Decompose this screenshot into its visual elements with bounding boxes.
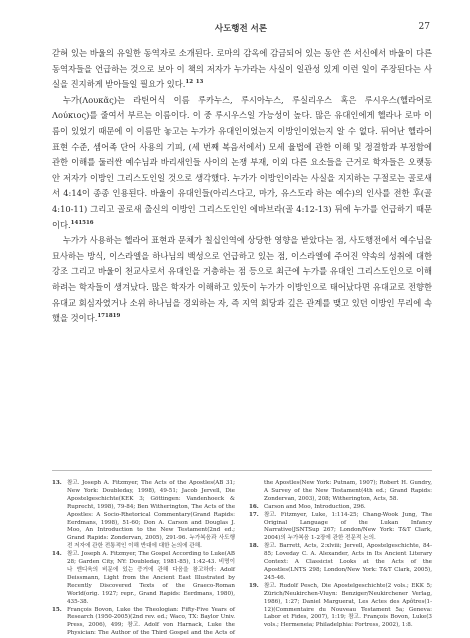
- footnote-18: [249, 543, 432, 583]
- footnote-ref-16[interactable]: 16: [85, 219, 94, 226]
- body-text: [52, 46, 432, 327]
- paragraph-3: [52, 233, 432, 327]
- footnote-17: [249, 512, 432, 544]
- footnote-ref-14[interactable]: 14: [70, 219, 79, 226]
- paragraph-2: [52, 93, 432, 233]
- footnotes: [52, 480, 432, 638]
- footnote-number: 19.: [249, 582, 259, 589]
- paragraph-1: [52, 46, 432, 93]
- footnote-19: [249, 583, 432, 630]
- page-number: 27: [418, 22, 430, 32]
- footnote-text: François Bovon, Luke the Theologian: Fifty-Five Years of Research (1950-2005)(2nd rev. ed.; Waco, TX: Baylor Univ. Press, 2006), 499; 참고. Adolf von Harnack, Luke the Physician: The Author of the Third Gospel and the Acts of the Apostles(New York: Putnam, 1907); Robert H. Gundry, A Survey of the New Testament(4th ed.; Grand Rapids: Zondervan, 2003), 208; Witherington, Acts, 58.: [67, 480, 432, 637]
- footnote-number: 13.: [52, 480, 62, 486]
- footnote-text: 참고. Joseph A. Fitzmyer, The Gospel According to Luke(AB 28; Garden City, NY: Doubleday, 1981-85), 1:42-43. 비명이나 엔디욱의 비문에 있는 증거에 관해 다음을 참고하라: Adolf Deissmann, Light from the Ancient East Illustrated by Recently Discovered Texts of the Graeco-Roman World(orig. 1927; repr., Grand Rapids: Eerdmans, 1980), 435-38.: [67, 551, 235, 605]
- footnote-number: 17.: [249, 511, 259, 518]
- footnote-ref-15[interactable]: 15: [78, 219, 86, 226]
- paragraph-text: 갇혀 있는 바울의 유일한 동역자로 소개된다. 로마의 감옥에 감금되어 있는 동안 쓴 서신에서 바울이 다른 동역자들을 언급하는 것으로 보아 이 책의 저자가 누가라는 사실이 일관성 있게 이런 일이 주장된다는 사실을 진지하게 받아들일 필요가 있다.: [52, 48, 432, 90]
- footnote-ref-17[interactable]: 17: [97, 313, 106, 320]
- footnote-number: 15.: [52, 606, 62, 613]
- footnote-number: 18.: [249, 543, 259, 550]
- footnote-number: 16.: [249, 503, 259, 510]
- running-head-title: 사도행전 서론: [214, 24, 268, 34]
- footnote-text: Carson and Moo, Introduction, 296.: [264, 503, 366, 510]
- footnote-divider: [52, 470, 432, 471]
- footnote-ref-19[interactable]: 19: [112, 313, 121, 320]
- paragraph-text: 누가(Λουκᾶς)는 라틴어식 이름 루카누스, 루시아누스, 루실리우스 혹은 루시우스(헬라어로 Λούκιος)를 줄여서 부르는 이름이다. 이 중 루시우스일 가능성이 높다. 많은 유대인에게 헬라나 로마 이름이 있었기 때문에 이 이름만 놓고는 누가가 유대인이었는지 이방인이었는지 알 수 없다. 뒤어난 헬라어 표현 수준, 셈어족 단어 사용의 기피, (세 번째 복음서에서) 모세 율법에 관한 이해 및 정결함과 부정함에 관한 이해를 둘러싼 예수님과 바리새인들 사이의 논쟁 부재, 이외 다른 요소들을 근거로 학자들은 오랫동안 저자가 이방인 그리스도인일 것으로 생각했다. 누가가 이방인이라는 사실을 지지하는 구절로는 골로새서 4:14이 종종 인용된다. 바울이 유대인들(아리스다고, 마가, 유스도라 하는 예수)의 인사를 전한 후(골 4:10-11) 그리고 골로새 출신의 이방인 그리스도인인 에바브라(골 4:12-13) 뒤에 누가를 언급하기 때문이다.: [52, 94, 432, 230]
- footnote-14: [52, 551, 235, 606]
- footnote-16: [249, 504, 432, 512]
- footnote-ref-13[interactable]: 13: [195, 79, 204, 86]
- paragraph-text: 누가가 사용하는 헬라어 표현과 문체가 칠십인역에 상당한 영향을 받았다는 점, 사도행전에서 예수님을 묘사하는 방식, 이스라엘을 하나님의 백성으로 언급하고 있는 점, 이스라엘에 주어진 약속의 성취에 대한 강조 그리고 바울이 천교사로서 유대인을 거층하는 점 등으로 최근에 누가를 유대인 그리스도인으로 이해하려는 학자들이 생겨났다. 많은 학자가 이해하고 있듯이 누가가 이방인으로 태어났다면 유대교로 전향한 유대교 회심자였거나 소위 하나님을 경외하는 자, 즉 지역 회당과 깊은 관계를 맺고 있던 이방인 무리에 속했을 것이다.: [52, 235, 432, 324]
- running-head: [52, 22, 430, 36]
- footnote-ref-18[interactable]: 18: [105, 313, 113, 320]
- footnote-13: [52, 480, 235, 551]
- footnote-text: 참고. Fitzmyer, Luke, 1:114-25; Chang-Wook Jung, The Original Language of the Lukan Infancy Narrative(JSNTSup 267; London/New York: T&T Clark, 2004)의 누가복음 1-2장에 관한 전문적 논의.: [264, 511, 432, 542]
- footnote-number: 14.: [52, 551, 62, 558]
- footnote-text: 참고. Joseph A. Fitzmyer, The Acts of the Apostles(AB 31; New York: Doubleday, 1998), 49-51; Jacob Jervell, Die Apostelgeschichte(KEK 3; Göttingen: Vandenhoeck & Ruprecht, 1998), 79-84; Ben Witherington, The Acts of the Apostles: A Socio-Rhetorical Commentary(Grand Rapids: Eerdmans, 1998), 51-60; Don A. Carson and Douglas J. Moo, An Introduction to the New Testament(2nd ed.; Grand Rapids: Zondervan, 2005), 291-96. 누가복음과 사도행전 저자에 관한 전통적인 이해 반대에 대한 논의에 관해.: [67, 480, 235, 550]
- footnote-text: 참고. Rudolf Pesch, Die Apostelgeschichte(2 vols.; EKK 5; Zürich/Neukirchen-Vluyn: Benziger/Neukirchener Verlag, 1986), 1:27; Daniel Marguerat, Les Actes des Apôtres(1-12)(Commentaire du Nouveau Testament 5a; Geneva: Labor et Fides, 2007), 1:19; 참고. François Bovon, Luke(3 vols.; Hermeneia; Philadelphia: Fortress, 2002), 1:8.: [264, 582, 432, 629]
- footnote-text: 참고. Barrett, Acts, 2:xlviii; Jervell, Apostelgeschichte, 84-85; Loveday C. A. Alexander, Acts in Its Ancient Literary Context: A Classicist Looks at the Acts of the Apostles(LNTS 298; London/New York: T&T Clark, 2005), 245-46.: [264, 543, 432, 581]
- footnote-ref-12[interactable]: 12: [185, 79, 194, 86]
